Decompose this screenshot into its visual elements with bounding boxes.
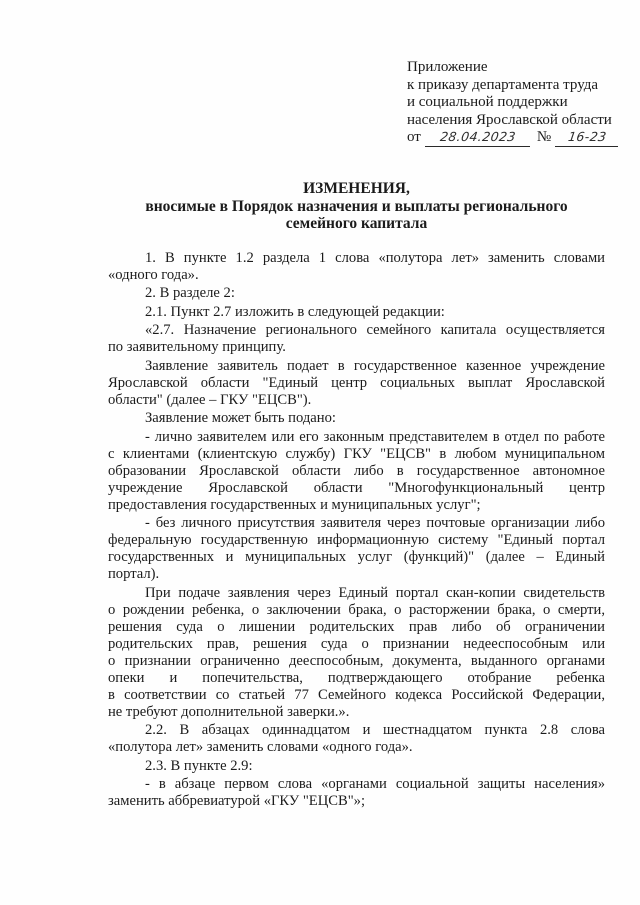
date-prefix: от (407, 129, 421, 145)
appendix-line: к приказу департамента труда (407, 76, 599, 93)
paragraph (108, 358, 605, 409)
body-line: о рождении ребенка, о заключении брака, о расторжении брака, о смерти, (108, 601, 605, 618)
body-line: с клиентами (клиентскую службу) ГКУ "ЕЦСВ" в любом муниципальном (108, 445, 605, 462)
body-line: «одного года». (108, 266, 199, 283)
paragraph (108, 304, 605, 321)
paragraph (108, 410, 605, 427)
number-prefix: № (536, 129, 552, 145)
paragraph (108, 250, 605, 284)
body-line: Заявление может быть подано: (145, 410, 336, 426)
paragraph (108, 758, 605, 775)
document-subtitle-line: вносимые в Порядок назначения и выплаты регионального (145, 197, 568, 215)
appendix-title: Приложение (407, 59, 488, 75)
paragraph (108, 585, 605, 721)
order-number-handwritten: 16-23 (566, 128, 608, 144)
appendix-line: и социальной поддержки (407, 94, 568, 110)
appendix-header (407, 59, 618, 147)
body-line: - лично заявителем или его законным представителем в отдел по работе (145, 428, 605, 445)
body-line: предоставления государственных и муниципальных услуг"; (108, 496, 481, 513)
body-line: При подаче заявления через Единый портал скан-копии свидетельств (145, 584, 605, 601)
body-line: Ярославской области "Единый центр социальных выплат Ярославской (108, 374, 605, 391)
order-number-field (555, 130, 618, 147)
body-line: 2.1. Пункт 2.7 изложить в следующей редакции: (145, 303, 445, 320)
body-line: «2.7. Назначение регионального семейного капитала осуществляется (145, 322, 605, 338)
body-line: по заявительному принципу. (108, 339, 286, 355)
body-line: в соответствии со статьей 77 Семейного кодекса Российской Федерации, (108, 686, 605, 703)
body-line: 2.2. В абзацах одиннадцатом и шестнадцатом пункта 2.8 слова (145, 722, 605, 738)
body-line: 1. В пункте 1.2 раздела 1 слова «полутора лет» заменить словами (145, 249, 605, 266)
body-line: образовании Ярославской области либо в государственное автономное (108, 462, 605, 479)
body-line: о признании ограниченно дееспособным, документа, выданного органами (108, 652, 605, 669)
appendix-line: населения Ярославской области (407, 111, 612, 128)
document-heading (108, 179, 605, 232)
paragraph (108, 285, 605, 302)
body-line: решения суда о лишении родительских прав либо об ограничении (108, 618, 605, 635)
body-line: «полутора лет» заменить словами «одного года». (108, 739, 413, 755)
paragraph (108, 515, 605, 583)
body-line: Заявление заявитель подает в государственное казенное учреждение (145, 357, 605, 374)
document-title: ИЗМЕНЕНИЯ, (303, 179, 410, 197)
order-reference (407, 129, 618, 147)
body-line: федеральную государственную информационную систему "Единый портал (108, 532, 605, 548)
paragraph (108, 776, 605, 810)
document-subtitle-line: семейного капитала (285, 214, 428, 232)
body-line: портал). (108, 566, 160, 582)
document-body (108, 250, 605, 811)
body-line: учреждение Ярославской области "Многофункциональный центр (108, 479, 605, 496)
body-line: заменить аббревиатурой «ГКУ "ЕЦСВ"»; (108, 793, 366, 809)
order-date-handwritten: 28.04.2023 (438, 128, 517, 144)
body-line: родительских прав, решения суда о признании недееспособным или (108, 635, 605, 652)
body-line: государственных и муниципальных услуг (функций)" (далее – Единый (108, 549, 605, 565)
paragraph (108, 322, 605, 356)
body-line: - в абзаце первом слова «органами социальной защиты населения» (145, 776, 605, 792)
paragraph (108, 429, 605, 514)
order-date-field (425, 130, 530, 147)
body-line: области" (далее – ГКУ "ЕЦСВ"). (108, 391, 312, 408)
body-line: 2.3. В пункте 2.9: (145, 757, 253, 774)
body-line: опеки и попечительства, подтверждающего отобрание ребенка (108, 669, 605, 686)
body-line: не требуют дополнительной заверки.». (108, 703, 350, 720)
paragraph (108, 722, 605, 756)
body-line: - без личного присутствия заявителя через почтовые организации либо (145, 515, 605, 531)
body-line: 2. В разделе 2: (145, 285, 235, 301)
